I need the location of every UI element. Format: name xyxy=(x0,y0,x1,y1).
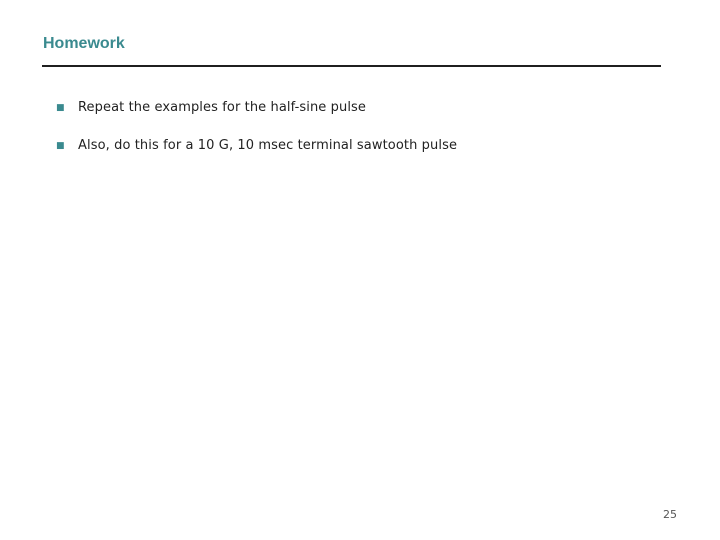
bullet-text: Repeat the examples for the half-sine pulse xyxy=(78,100,366,115)
bullet-text: Also, do this for a 10 G, 10 msec terminal sawtooth pulse xyxy=(78,138,458,153)
bullet-list xyxy=(56,100,457,176)
square-bullet-icon: ■ xyxy=(56,141,65,151)
slide-title: Homework xyxy=(43,35,125,52)
square-bullet-icon: ■ xyxy=(56,103,65,113)
bullet-item xyxy=(56,138,457,176)
title-divider xyxy=(42,65,661,67)
bullet-item xyxy=(56,100,457,138)
page-number: 25 xyxy=(663,508,677,521)
